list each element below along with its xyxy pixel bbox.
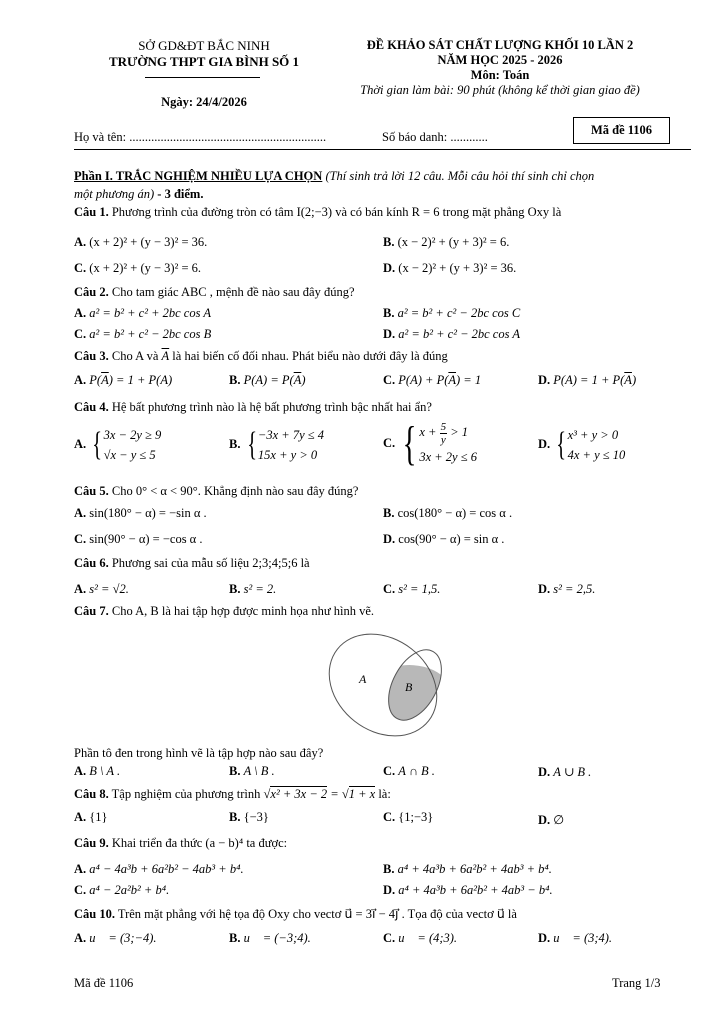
option-label: B. [229, 436, 241, 451]
question-3 [74, 349, 448, 364]
q10-option-a[interactable] [74, 931, 157, 946]
set-a-label: A [359, 672, 367, 686]
brace-icon: { [402, 417, 417, 470]
option-text: a⁴ + 4a³b + 6a²b² + 4ab³ − b⁴. [398, 883, 553, 897]
option-label: D. [383, 327, 396, 341]
question-text: Khai triển đa thức (a − b)⁴ ta được: [111, 836, 288, 850]
part1-instruction: (Thí sinh trả lời 12 câu. Mỗi câu hỏi thí sinh chỉ chọn [325, 169, 595, 183]
question-text: Cho 0° < α < 90°. Khẳng định nào sau đây đúng? [111, 484, 359, 498]
q5-option-d[interactable] [383, 532, 504, 547]
option-label: B. [229, 810, 241, 824]
question-1 [74, 205, 561, 220]
option-text: s² = 2. [243, 582, 277, 596]
option-text: u⃗ = (3;4). [553, 931, 613, 945]
question-text: Hệ bất phương trình nào là hệ bất phương trình bậc nhất hai ẩn? [111, 400, 432, 414]
radicand: x² + 3x − 2 [270, 787, 328, 801]
option-text: (x − 2)² + (y + 3)² = 36. [398, 261, 517, 275]
system-line-cont: > 1 [450, 424, 468, 439]
id-field: Số báo danh: ............ [382, 130, 488, 144]
fraction-den: y [440, 433, 446, 446]
option-label: D. [383, 532, 396, 546]
q1-option-d[interactable] [383, 261, 516, 276]
header-divider [145, 77, 260, 78]
option-text: u⃗ = (−3;4). [243, 931, 311, 945]
q3-option-c[interactable] [383, 373, 481, 388]
exam-code-box: Mã đề 1106 [573, 117, 670, 144]
q10-option-d[interactable] [538, 931, 612, 946]
complement-a: $\overline{A}$ [101, 373, 109, 387]
question-text: Phương trình của đường tròn có tâm I(2;−3) và có bán kính R = 6 trong mặt phẳng Oxy là [111, 205, 562, 219]
option-text: B \ A . [89, 764, 121, 778]
q2-option-a[interactable] [74, 306, 211, 321]
q7-option-b[interactable] [229, 764, 275, 779]
question-label: Câu 2. [74, 285, 109, 299]
q9-option-b[interactable] [383, 862, 552, 877]
system-line: x + [419, 424, 437, 439]
school-name: TRƯỜNG THPT GIA BÌNH SỐ 1 [108, 54, 300, 69]
question-10 [74, 906, 517, 922]
option-label: A. [74, 373, 87, 387]
question-label: Câu 8. [74, 787, 109, 801]
option-text: P( [89, 373, 102, 387]
option-label: A. [74, 931, 87, 945]
question-text: Tập nghiệm của phương trình [111, 787, 261, 801]
exam-date: Ngày: 24/4/2026 [161, 95, 247, 109]
q5-option-a[interactable] [74, 506, 207, 521]
q4-option-d[interactable] [538, 425, 625, 465]
option-label: B. [383, 506, 395, 520]
q4-option-b[interactable] [229, 425, 324, 465]
q7-option-c[interactable] [383, 764, 435, 779]
option-label: B. [229, 931, 241, 945]
option-text: (x − 2)² + (y + 3)² = 6. [397, 235, 510, 249]
equals-sign: = [327, 787, 342, 801]
brace-icon: { [92, 426, 103, 463]
question-9 [74, 836, 287, 851]
q4-option-a[interactable] [74, 425, 161, 465]
option-label: C. [74, 327, 87, 341]
question-5 [74, 484, 358, 499]
system-line: x³ + y > 0 [567, 428, 619, 442]
option-label: C. [383, 810, 396, 824]
time-note: Thời gian làm bài: 90 phút (không kể thời gian giao đề) [360, 83, 640, 97]
part1-heading [74, 167, 694, 203]
q3-option-d[interactable] [538, 373, 636, 388]
option-text: (x + 2)² + (y − 3)² = 6. [89, 261, 201, 275]
system-line: √x − y ≤ 5 [103, 448, 156, 462]
option-text: a² = b² + c² + 2bc cos A [89, 306, 211, 320]
school-year: NĂM HỌC 2025 - 2026 [437, 53, 563, 67]
option-label: D. [538, 931, 551, 945]
option-label: D. [538, 765, 551, 779]
question-text-cont: là: [375, 787, 391, 801]
option-label: C. [383, 582, 396, 596]
q5-option-b[interactable] [383, 506, 512, 521]
option-text: P(A) = 1 + P( [553, 373, 625, 387]
option-text: a² = b² + c² − 2bc cos A [398, 327, 520, 341]
option-text-cont: ) [301, 373, 306, 387]
option-label: D. [538, 813, 551, 827]
option-label: B. [383, 306, 395, 320]
option-text: s² = √2. [89, 582, 129, 596]
question-8: Câu 8. Tập nghiệm của phương trình √x² + 3x − 2 = √1 + x là: [74, 787, 391, 801]
question-7 [74, 604, 374, 619]
q10-option-b[interactable] [229, 931, 311, 946]
q8-option-b[interactable] [229, 810, 269, 825]
option-label: C. [74, 261, 87, 275]
option-label: A. [74, 862, 87, 876]
page-number: Trang 1/3 [612, 976, 661, 990]
option-label: A. [74, 506, 87, 520]
q5-option-c[interactable] [74, 532, 202, 547]
complement-a: $\overline{A}$ [624, 373, 632, 387]
question-label: Câu 5. [74, 484, 109, 498]
option-text: P(A) + P( [398, 373, 449, 387]
brace-icon: { [246, 426, 257, 463]
complement-a: $\overline{A}$ [161, 349, 170, 363]
system-line: 3x + 2y ≤ 6 [419, 449, 477, 464]
q6-option-b[interactable] [229, 582, 276, 597]
q4-option-c[interactable] [383, 417, 477, 470]
exam-title: ĐỀ KHẢO SÁT CHẤT LƯỢNG KHỐI 10 LẦN 2 [366, 38, 634, 52]
option-text: s² = 2,5. [553, 582, 596, 596]
q1-option-b[interactable] [383, 235, 509, 250]
option-text: {−3} [243, 810, 269, 824]
option-label: D. [383, 883, 396, 897]
option-text: a⁴ − 4a³b + 6a²b² − 4ab³ + b⁴. [89, 862, 244, 876]
q7-option-d[interactable] [538, 764, 591, 780]
option-text: A ∪ B . [553, 765, 592, 779]
q7-option-a[interactable] [74, 764, 120, 779]
option-label: D. [538, 373, 551, 387]
part1-instruction-cont: một phương án) [74, 187, 155, 201]
option-label: C. [74, 532, 87, 546]
question-label: Câu 3. [74, 349, 109, 363]
option-label: C. [383, 435, 396, 450]
q1-option-c[interactable] [74, 261, 201, 276]
option-label: C. [383, 764, 396, 778]
question-4 [74, 400, 432, 415]
fraction-num: 5 [440, 420, 447, 433]
option-label: A. [74, 810, 87, 824]
system-line: 3x − 2y ≥ 9 [103, 428, 162, 442]
q3-option-a[interactable] [74, 373, 172, 388]
radicand: 1 + x [348, 787, 376, 801]
footer-exam-code: Mã đề 1106 [74, 976, 134, 990]
option-label: C. [383, 931, 396, 945]
brace-icon: { [556, 426, 567, 463]
option-text: sin(180° − α) = −sin α . [89, 506, 207, 520]
header-right [330, 38, 670, 98]
option-text: a² = b² + c² − 2bc cos C [397, 306, 521, 320]
question-label: Câu 7. [74, 604, 109, 618]
option-label: A. [74, 306, 87, 320]
q2-option-b[interactable] [383, 306, 520, 321]
question-label: Câu 4. [74, 400, 109, 414]
option-text-cont: ) = 1 + P(A) [108, 373, 173, 387]
venn-diagram [315, 625, 460, 745]
option-text: {1;−3} [398, 810, 434, 824]
option-text: P(A) = P( [243, 373, 294, 387]
option-text: cos(90° − α) = sin α . [398, 532, 505, 546]
q10-option-c[interactable] [383, 931, 457, 946]
option-text: a⁴ − 2a²b² + b⁴. [89, 883, 170, 897]
system-line: −3x + 7y ≤ 4 [257, 428, 324, 442]
header-rule [74, 149, 691, 150]
q2-option-c[interactable] [74, 327, 211, 342]
q9-option-d[interactable] [383, 883, 553, 898]
question-label: Câu 9. [74, 836, 109, 850]
dept-name: SỞ GD&ĐT BẮC NINH [138, 38, 270, 53]
option-text: {1} [89, 810, 108, 824]
q8-option-d[interactable] [538, 812, 564, 828]
complement-a: $\overline{A}$ [448, 373, 457, 387]
question-text: Cho A, B là hai tập hợp được minh họa như hình vẽ. [111, 604, 375, 618]
option-label: A. [74, 582, 87, 596]
option-text: u⃗ = (4;3). [398, 931, 458, 945]
question-2 [74, 285, 355, 300]
q6-option-a[interactable] [74, 582, 129, 597]
complement-a: $\overline{A}$ [293, 373, 302, 387]
option-text: a⁴ + 4a³b + 6a²b² + 4ab³ + b⁴. [397, 862, 552, 876]
question-6 [74, 556, 310, 571]
option-label: A. [74, 436, 87, 451]
option-label: C. [383, 373, 396, 387]
option-label: D. [538, 436, 551, 451]
option-text: cos(180° − α) = cos α . [397, 506, 513, 520]
system-line: 15x + y > 0 [257, 448, 318, 462]
option-text: u⃗ = (3;−4). [89, 931, 157, 945]
intersection-region [378, 641, 453, 729]
question-label: Câu 6. [74, 556, 109, 570]
question-label: Câu 10. [74, 907, 115, 921]
question-text: Cho tam giác ABC , mệnh đề nào sau đây đúng? [111, 285, 355, 299]
question-text: Phương sai của mẫu số liệu 2;3;4;5;6 là [111, 556, 310, 570]
option-text-cont: ) [631, 373, 637, 387]
part1-title: Phần I. TRẮC NGHIỆM NHIỀU LỰA CHỌN [74, 169, 323, 183]
q6-option-c[interactable] [383, 582, 440, 597]
q8-option-c[interactable] [383, 810, 433, 825]
system-line: 4x + y ≤ 10 [567, 448, 626, 462]
question-label: Câu 1. [74, 205, 109, 219]
option-label: A. [74, 235, 87, 249]
part1-points: - 3 điểm. [157, 187, 204, 201]
option-label: B. [229, 373, 241, 387]
q9-option-c[interactable] [74, 883, 169, 898]
option-text: (x + 2)² + (y − 3)² = 36. [89, 235, 208, 249]
q2-option-d[interactable] [383, 327, 520, 342]
q1-option-a[interactable] [74, 235, 207, 250]
q9-option-a[interactable] [74, 862, 244, 877]
subject: Môn: Toán [470, 68, 530, 82]
fraction [440, 421, 448, 446]
option-text: A ∩ B . [398, 764, 435, 778]
option-label: B. [383, 235, 395, 249]
header-left [74, 38, 334, 70]
option-label: B. [383, 862, 395, 876]
question-text-cont: là hai biến cố đối nhau. Phát biểu nào dưới đây là đúng [169, 349, 448, 363]
option-text: sin(90° − α) = −cos α . [89, 532, 203, 546]
question-text: Cho A và [111, 349, 162, 363]
option-label: A. [74, 764, 87, 778]
set-a-ellipse [315, 625, 457, 745]
question-text: Trên mặt phẳng với hệ tọa độ Oxy cho vectơ u⃗ = 3i⃗ − 4j⃗ . Tọa độ của vectơ u⃗ là [117, 907, 517, 921]
option-label: B. [229, 582, 241, 596]
option-text: s² = 1,5. [398, 582, 441, 596]
question-7-prompt: Phần tô đen trong hình vẽ là tập hợp nào sau đây? [74, 746, 324, 760]
q3-option-b[interactable] [229, 373, 306, 388]
option-text: A \ B . [243, 764, 275, 778]
option-label: D. [538, 582, 551, 596]
option-text: a² = b² + c² − 2bc cos B [89, 327, 212, 341]
option-text-cont: ) = 1 [456, 373, 482, 387]
q6-option-d[interactable] [538, 582, 595, 597]
option-label: B. [229, 764, 241, 778]
set-b-label: B [405, 680, 413, 694]
option-label: D. [383, 261, 396, 275]
option-label: C. [74, 883, 87, 897]
option-text: ∅ [553, 813, 565, 827]
q8-option-a[interactable] [74, 810, 108, 825]
name-field: Họ và tên: ............................................................... [74, 130, 327, 144]
